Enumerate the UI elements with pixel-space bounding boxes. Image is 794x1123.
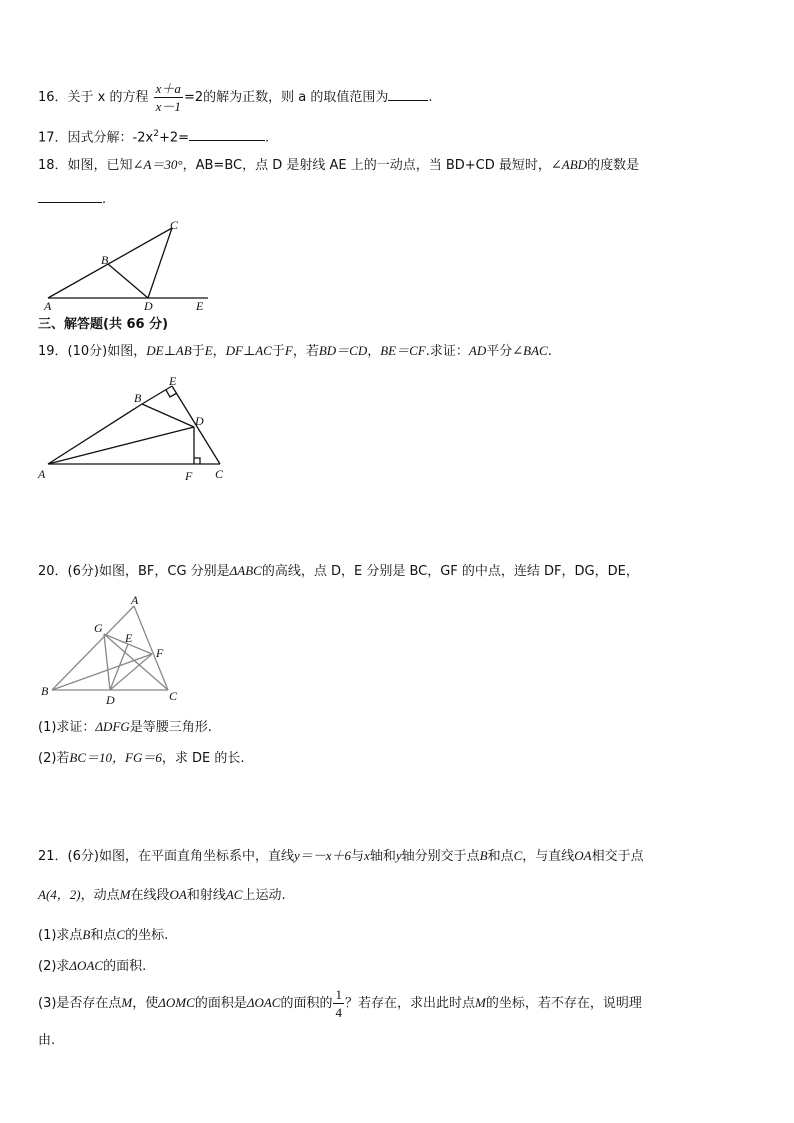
q21-sub1-label: (1)求点	[38, 928, 83, 943]
q16-fraction-numerator: x＋a	[155, 81, 181, 96]
q19-math-1: DE⊥AB	[146, 343, 192, 358]
q21-text-5: ，与直线	[522, 849, 575, 864]
q20-label-c: C	[169, 689, 178, 703]
q19-figure	[38, 372, 238, 482]
q18-label-d: D	[144, 299, 153, 313]
q16-fraction	[154, 80, 183, 115]
q21-text-2: 轴和	[369, 849, 396, 864]
q19-number: 19．	[38, 344, 68, 359]
q19-math-3: DF⊥AC	[225, 343, 272, 358]
q20-math-1: ΔABC	[229, 563, 262, 578]
q19-line	[38, 342, 552, 361]
q16-end: .	[428, 90, 433, 105]
q21-sub1-math-1: B	[82, 927, 91, 942]
q17-superscript: 2	[153, 129, 159, 139]
q19-text-5: ，	[367, 344, 381, 359]
q21-line	[38, 847, 644, 866]
q16-number: 16．	[38, 90, 68, 105]
q21-sub3-text-3: 的面积的	[280, 996, 333, 1011]
q21-score: (6分)	[67, 849, 99, 864]
q19-math-2: E	[204, 343, 213, 358]
q20-text-b: 的高线，点 D，E 分别是 BC，GF 的中点，连结 DF，DG，DE，	[261, 564, 639, 579]
q17-answer-blank[interactable]	[189, 126, 265, 141]
q21-text-3: 轴分别交于点	[401, 849, 480, 864]
q20-text-a: 如图，BF，CG 分别是	[98, 564, 230, 579]
q21-text-4: 和点	[487, 849, 514, 864]
q17-end: .	[265, 130, 270, 146]
q21-sub3-text-6: 由.	[38, 1033, 56, 1048]
q20-label-f: F	[156, 646, 164, 660]
q17-text-b: +2=	[158, 130, 189, 146]
q16-fraction-denominator: x－1	[155, 99, 181, 114]
q20-sub1	[38, 718, 212, 737]
q21-text-6: 相交于点	[591, 849, 644, 864]
q21-sub1-math-2: C	[116, 927, 126, 942]
q21-line2-text-b: 在线段	[130, 888, 170, 903]
q21-sub1-text-1: 和点	[90, 928, 117, 943]
q21-math-b: B	[479, 848, 488, 863]
q20-label-d: D	[106, 693, 115, 707]
q21-text-a: 如图，在平面直角坐标系中，直线	[98, 849, 294, 864]
q19-label-c: C	[215, 467, 224, 481]
q18-answer-blank[interactable]	[38, 188, 102, 203]
q19-math-4: F	[284, 343, 293, 358]
q21-sub3-math-1: M	[121, 995, 133, 1010]
q19-label-f: F	[185, 469, 193, 483]
q21-sub3-text-5: 的坐标，若不存在，说明理	[485, 996, 642, 1011]
q18-line	[38, 156, 639, 175]
q20-sub2-math: BC＝10，FG＝6	[69, 750, 162, 765]
q21-sub2	[38, 957, 146, 976]
q19-math-7: AD	[468, 343, 487, 358]
q20-line	[38, 562, 639, 581]
q21-sub2-label: (2)求	[38, 959, 70, 974]
q21-sub3-fraction	[333, 986, 344, 1021]
q19-text-a: 如图，	[107, 344, 147, 359]
q18-text-a: 如图，已知	[67, 158, 133, 173]
q21-line-equation: y＝－x＋6	[293, 848, 352, 863]
q19-text-6: .求证：	[425, 344, 469, 359]
q20-number: 20．	[38, 564, 68, 579]
q19-text-7: 平分	[486, 344, 513, 359]
q19-text-8: .	[547, 344, 552, 359]
q20-label-g: G	[94, 621, 103, 635]
q18-text-c: 的度数是	[587, 158, 640, 173]
q20-sub1-label: (1)求证：	[38, 720, 96, 735]
q21-sub2-text-1: 的面积.	[103, 959, 147, 974]
q21-sub3-math-2: ΔOMC	[158, 995, 195, 1010]
q20-label-e: E	[125, 631, 133, 645]
section3-title: 三、解答题(共 66 分)	[38, 317, 169, 332]
q21-math-oa: OA	[574, 848, 592, 863]
q18-number: 18．	[38, 158, 68, 173]
q20-sub1-math: ΔDFG	[95, 719, 130, 734]
q19-text-1: 于	[191, 344, 205, 359]
q21-sub2-math-1: ΔOAC	[69, 958, 104, 973]
q20-label-a: A	[131, 593, 139, 607]
q21-sub3-fraction-denominator: 4	[335, 1005, 342, 1020]
q21-text-1: 与	[351, 849, 365, 864]
q16-text-b: =2的解为正数，则 a 的取值范围为	[183, 90, 389, 105]
q20-sub1-text: 是等腰三角形.	[129, 720, 212, 735]
q20-sub2-label: (2)若	[38, 751, 70, 766]
q19-label-e: E	[169, 374, 177, 388]
q21-sub3-math-4: M	[475, 995, 486, 1010]
q18-end: .	[102, 192, 107, 207]
q21-sub3-text-2: 的面积是	[194, 996, 247, 1011]
q18-figure	[38, 218, 218, 318]
q21-sub3	[38, 986, 642, 1021]
q21-point-a: A(4，2)	[38, 887, 81, 902]
q21-line2-math-m: M	[119, 887, 131, 902]
q17-number: 17．	[38, 130, 68, 146]
q21-sub1	[38, 926, 168, 945]
q21-math-x: x	[364, 848, 370, 863]
q18-label-a: A	[44, 299, 52, 313]
q18-text-b: ，AB=BC，点 D 是射线 AE 上的一动点，当 BD+CD 最短时，	[182, 158, 551, 173]
q21-sub3-text-1: ，使	[132, 996, 159, 1011]
q21-math-y: y	[395, 848, 402, 863]
q19-label-a: A	[38, 467, 46, 481]
q19-math-8: ∠BAC	[512, 343, 548, 358]
q21-line2-text-d: 上运动.	[242, 888, 286, 903]
q20-sub2-text: ，求 DE 的长.	[161, 751, 245, 766]
q18-label-e: E	[196, 299, 204, 313]
q21-sub3-label: (3)是否存在点	[38, 996, 122, 1011]
q20-label-b: B	[41, 684, 49, 698]
q18-angle-abd: ∠ABD	[550, 157, 588, 172]
q21-line2-math-oa: OA	[169, 887, 187, 902]
q17-line	[38, 125, 269, 147]
q19-score: (10分)	[67, 344, 108, 359]
q21-line-2	[38, 886, 286, 905]
q16-answer-blank[interactable]	[388, 86, 428, 101]
q21-line2-math-ac: AC	[225, 887, 243, 902]
q18-angle-a: ∠A＝30°	[132, 157, 183, 172]
q18-answer-line	[38, 188, 106, 209]
q20-sub2	[38, 749, 245, 768]
q16-text-a: 关于 x 的方程	[67, 90, 149, 105]
q20-figure	[38, 592, 198, 712]
q20-score: (6分)	[67, 564, 99, 579]
q21-sub3-math-3: ΔOAC	[246, 995, 281, 1010]
q19-math-5: BD＝CD	[318, 343, 368, 358]
q18-label-c: C	[170, 218, 179, 232]
q19-math-6: BE＝CF	[380, 343, 426, 358]
q19-text-3: 于	[271, 344, 285, 359]
q19-label-b: B	[134, 391, 142, 405]
q21-math-c: C	[513, 848, 523, 863]
q19-text-4: ，若	[292, 344, 319, 359]
q21-sub3-cont	[38, 1032, 55, 1050]
q17-text-a: 因式分解：-2x	[67, 130, 154, 146]
q21-line2-text-c: 和射线	[186, 888, 226, 903]
q21-number: 21．	[38, 849, 68, 864]
q21-sub3-text-4: ？若存在，求出此时点	[344, 996, 475, 1011]
q16-line	[38, 80, 432, 115]
q19-label-d: D	[195, 414, 204, 428]
q21-sub1-text-2: 的坐标.	[125, 928, 169, 943]
q21-line2-text-a: ，动点	[80, 888, 120, 903]
q19-text-2: ，	[212, 344, 226, 359]
q21-sub3-fraction-numerator: 1	[335, 987, 342, 1002]
q18-label-b: B	[101, 253, 109, 267]
